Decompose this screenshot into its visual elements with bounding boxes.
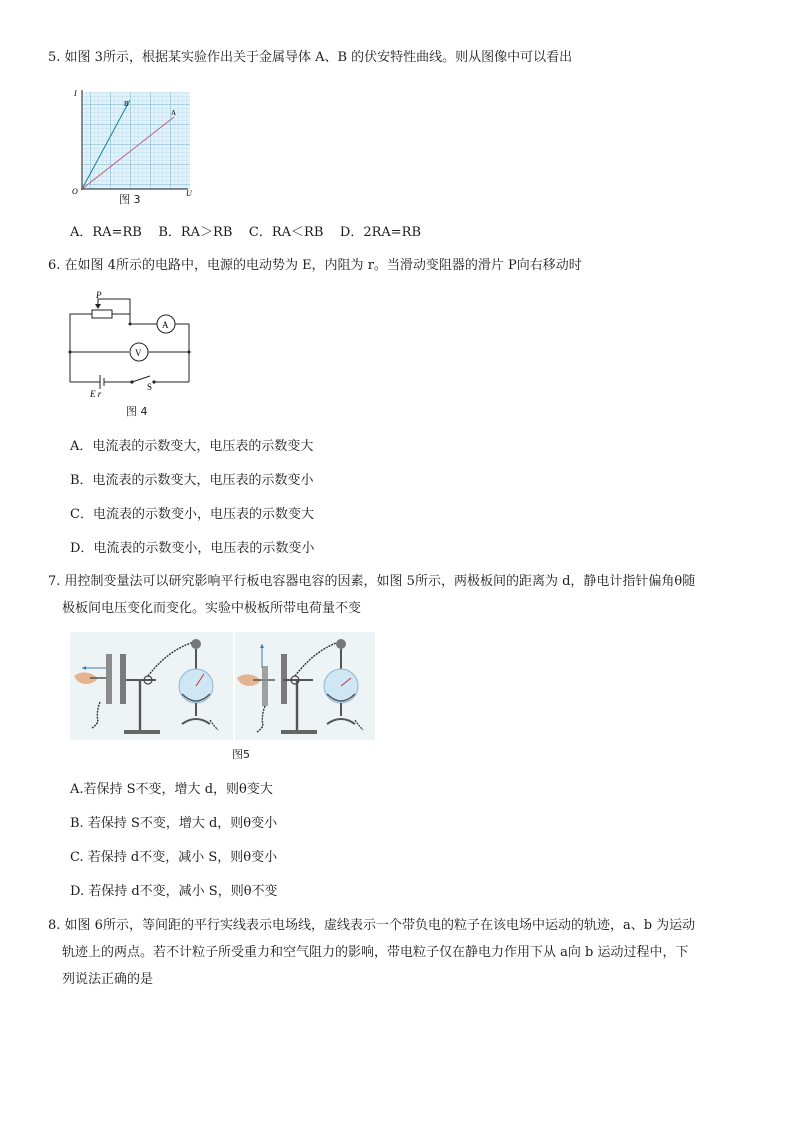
switch-label: S [147, 382, 153, 392]
question-7-stem-line-2: 极板间电压变化而变化。实验中极板所带电荷量不变 [62, 601, 362, 616]
movable-plate [106, 654, 112, 704]
rheostat [92, 310, 112, 318]
y-axis-label: I [74, 89, 77, 98]
question-7-option-a: A.若保持 S不变，增大 d，则θ变大 [70, 782, 273, 797]
question-6-option-d: D．电流表的示数变小，电压表的示数变小 [70, 541, 315, 556]
x-axis-label: U [186, 189, 192, 198]
question-5-stem: 5. 如图 3所示，根据某实验作出关于金属导体 A、B 的伏安特性曲线。则从图像中可以看出 [48, 50, 573, 65]
line-b-label: B [124, 100, 129, 108]
fixed-plate [120, 654, 126, 704]
question-8-stem-line-3: 列说法正确的是 [62, 972, 154, 987]
source-label: E r [90, 389, 102, 399]
question-5-options: A．RA=RB B．RA＞RB C．RA＜RB D．2RA=RB [70, 225, 422, 240]
ammeter-symbol: A [162, 320, 169, 330]
question-8-stem-line-2: 轨迹上的两点。若不计粒子所受重力和空气阻力的影响，带电粒子仅在静电力作用下从 a向 b 运动过程中，下 [62, 945, 689, 960]
question-6-option-a: A．电流表的示数变大，电压表的示数变大 [70, 439, 314, 454]
figure-5-caption: 图5 [232, 748, 250, 761]
figure-3-caption: 图 3 [119, 193, 141, 206]
question-8-stem-line-1: 8. 如图 6所示，等间距的平行实线表示电场线，虚线表示一个带负电的粒子在该电场中运动的轨迹，a、b 为运动 [48, 918, 696, 933]
figure-5-left-panel [70, 632, 233, 740]
origin-label: O [72, 187, 78, 196]
slider-label: P [96, 290, 102, 300]
slider-arrow [95, 304, 101, 309]
figure-4-caption: 图 4 [126, 405, 148, 418]
figure-4-circuit [62, 290, 202, 402]
line-a-label: A [171, 109, 177, 117]
question-6-stem: 6. 在如图 4所示的电路中，电源的电动势为 E，内阻为 r。当滑动变阻器的滑片 P向右移动时 [48, 258, 582, 273]
figure-3-iu-graph [70, 84, 200, 199]
figure-5-right-panel [235, 632, 375, 740]
question-7-option-d: D. 若保持 d不变，减小 S，则θ不变 [70, 884, 278, 899]
question-6-option-b: B．电流表的示数变大，电压表的示数变小 [70, 473, 314, 488]
question-6-option-c: C．电流表的示数变小，电压表的示数变大 [70, 507, 314, 522]
electrometer-knob [191, 639, 201, 649]
figure-5-capacitor-photos [70, 632, 380, 742]
question-7-stem-line-1: 7. 用控制变量法可以研究影响平行板电容器电容的因素，如图 5所示，两极板间的距离为 d，静电计指针偏角θ随 [48, 574, 696, 589]
question-7-option-c: C. 若保持 d不变，减小 S，则θ变小 [70, 850, 278, 865]
voltmeter-symbol: V [135, 348, 142, 358]
question-7-option-b: B. 若保持 S不变，增大 d，则θ变小 [70, 816, 278, 831]
